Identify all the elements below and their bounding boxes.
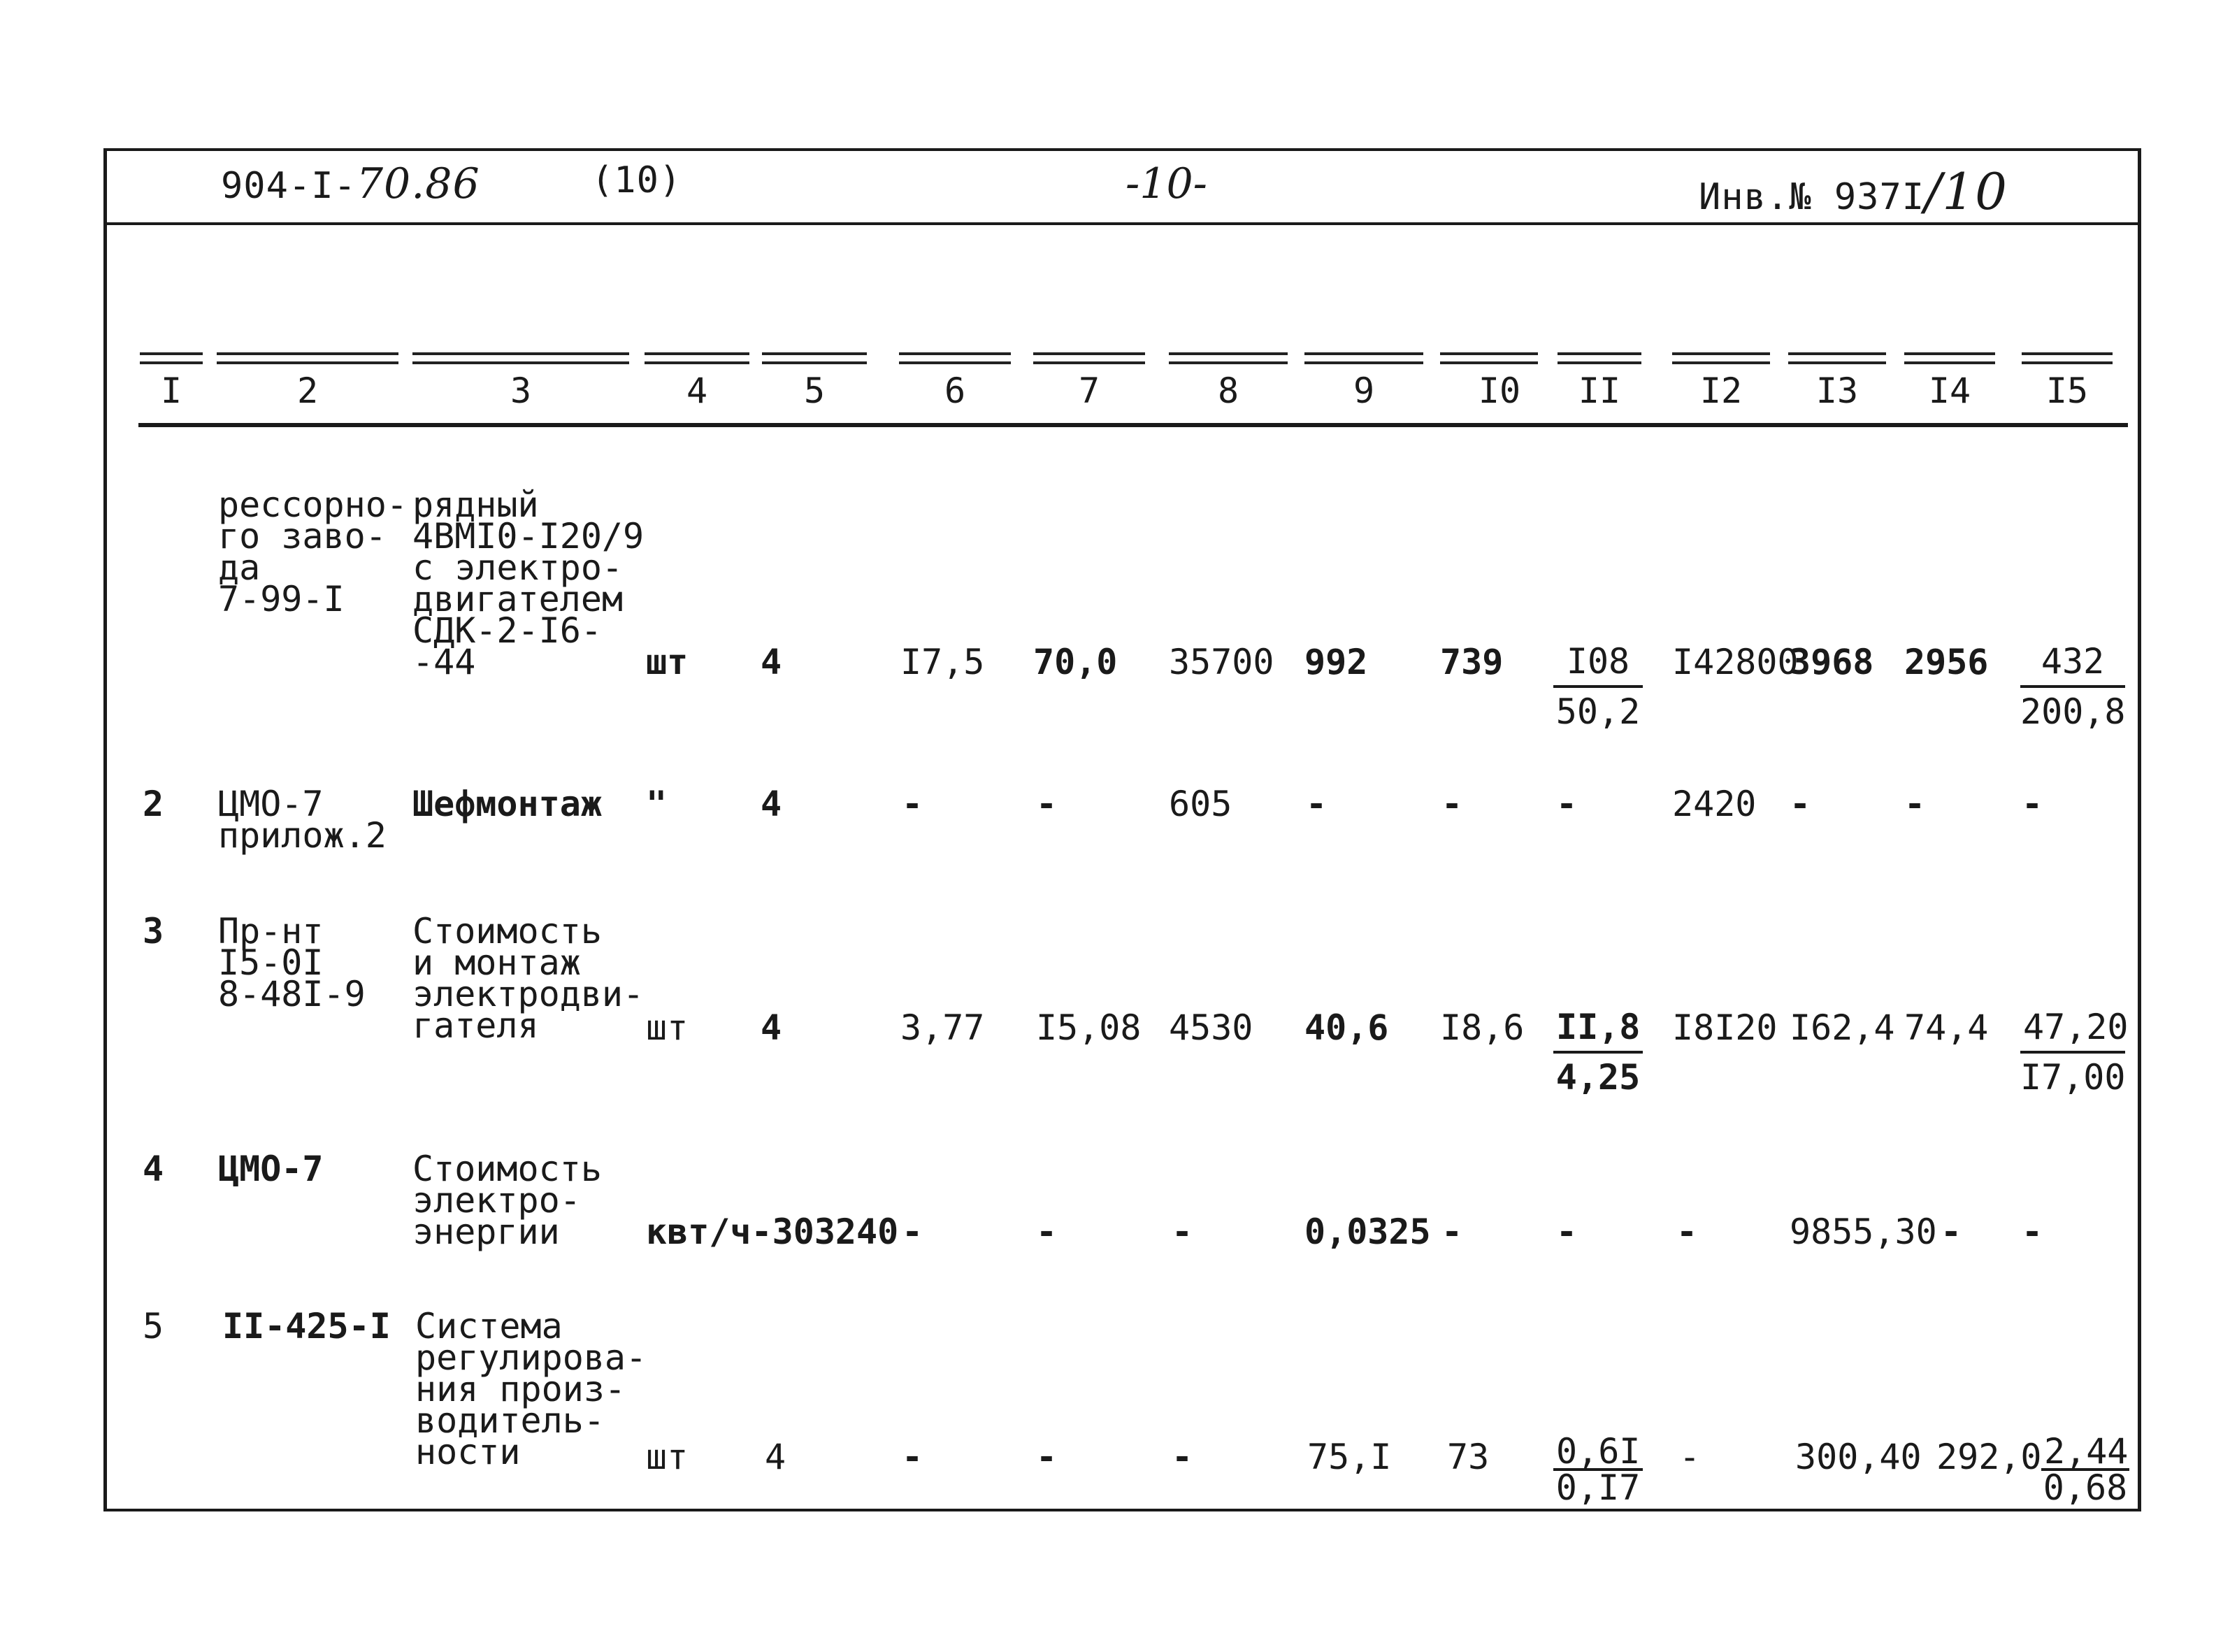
row3-name: Стоимость и монтаж электродви- гателя bbox=[412, 911, 645, 1046]
row1-c13: 3968 bbox=[1790, 642, 1874, 682]
col-8-number: 8 bbox=[1217, 371, 1239, 411]
row4-num: 4 bbox=[143, 1149, 164, 1189]
column-13-rule bbox=[1788, 352, 1886, 364]
column-12-rule bbox=[1672, 352, 1770, 364]
row3-c15-top: 47,20 bbox=[2020, 1003, 2125, 1054]
row5-code: II-425-I bbox=[222, 1306, 391, 1346]
inventory-number bbox=[1699, 162, 2008, 221]
row4-c6: - bbox=[902, 1212, 923, 1252]
column-8-rule bbox=[1169, 352, 1288, 364]
sheet-number: (10) bbox=[591, 159, 682, 201]
row3-num: 3 bbox=[143, 911, 164, 951]
row1-c15-fraction bbox=[2020, 638, 2125, 735]
row1-c11-top: I08 bbox=[1553, 638, 1643, 688]
row1-c9: 992 bbox=[1304, 642, 1368, 682]
frame-left-border bbox=[103, 148, 107, 1511]
row2-c12: 2420 bbox=[1672, 784, 1757, 824]
column-15-rule bbox=[2022, 352, 2113, 364]
column-2-rule bbox=[217, 352, 398, 364]
row5-c11-bottom: 0,I7 bbox=[1555, 1467, 1641, 1508]
row3-unit: шт bbox=[646, 1007, 689, 1048]
column-3-rule bbox=[412, 352, 629, 364]
row5-c14: 292,0 bbox=[1936, 1437, 2042, 1477]
row2-c13: - bbox=[1790, 784, 1811, 824]
col-10-number: I0 bbox=[1478, 371, 1521, 411]
row1-code: рессорно- го заво- да 7-99-I bbox=[218, 484, 408, 619]
col-3-number: 3 bbox=[510, 371, 532, 411]
column-14-rule bbox=[1904, 352, 1995, 364]
frame-bottom-border bbox=[105, 1509, 2141, 1511]
row3-c14: 74,4 bbox=[1904, 1007, 1989, 1048]
column-1-rule bbox=[140, 352, 203, 364]
row2-c11: - bbox=[1556, 784, 1578, 824]
row1-qty: 4 bbox=[761, 642, 782, 682]
row3-qty: 4 bbox=[761, 1007, 782, 1048]
row2-c6: - bbox=[902, 784, 923, 824]
row4-c11: - bbox=[1556, 1212, 1578, 1252]
row2-code: ЦМО-7 прилож.2 bbox=[218, 784, 387, 856]
row5-c13: 300,40 bbox=[1795, 1437, 1922, 1477]
row3-c8: 4530 bbox=[1169, 1007, 1253, 1048]
row4-c14: - bbox=[1941, 1212, 1962, 1252]
row4-c15: - bbox=[2022, 1212, 2043, 1252]
column-5-rule bbox=[762, 352, 867, 364]
row2-num: 2 bbox=[143, 784, 164, 824]
row5-num: 5 bbox=[143, 1306, 164, 1346]
column-10-rule bbox=[1440, 352, 1538, 364]
row5-c12: - bbox=[1679, 1437, 1701, 1477]
row3-c12: I8I20 bbox=[1672, 1007, 1778, 1048]
col-1-number: I bbox=[160, 371, 182, 411]
row3-c13: I62,4 bbox=[1790, 1007, 1895, 1048]
col-11-number: II bbox=[1578, 371, 1621, 411]
row1-c12: I42800 bbox=[1672, 642, 1799, 682]
row5-c11-top: 0,6I bbox=[1553, 1435, 1643, 1471]
row2-name: Шефмонтаж bbox=[412, 784, 602, 824]
row3-c11-bottom: 4,25 bbox=[1555, 1057, 1641, 1098]
row3-c11-top: II,8 bbox=[1553, 1003, 1643, 1054]
row1-c7: 70,0 bbox=[1033, 642, 1118, 682]
col-12-number: I2 bbox=[1699, 371, 1743, 411]
row5-c6: - bbox=[902, 1437, 923, 1477]
col-9-number: 9 bbox=[1353, 371, 1375, 411]
inventory-label: Инв.№ 937I bbox=[1699, 176, 1925, 218]
row2-c10: - bbox=[1441, 784, 1463, 824]
row3-c10: I8,6 bbox=[1440, 1007, 1525, 1048]
document-code bbox=[221, 159, 480, 208]
document-code-printed: 904-I- bbox=[221, 165, 357, 207]
row1-unit: шт bbox=[646, 642, 689, 682]
column-6-rule bbox=[899, 352, 1011, 364]
frame-top-border bbox=[105, 148, 2141, 151]
row3-code: Пр-нт I5-0I 8-48I-9 bbox=[218, 911, 366, 1014]
row1-c15-bottom: 200,8 bbox=[2020, 691, 2126, 732]
column-header-bottom-rule bbox=[138, 423, 2128, 427]
col-13-number: I3 bbox=[1815, 371, 1859, 411]
row5-c10: 73 bbox=[1447, 1437, 1490, 1477]
row2-unit: " bbox=[646, 784, 668, 824]
document-code-handwritten: 70.86 bbox=[356, 159, 480, 208]
col-6-number: 6 bbox=[944, 371, 966, 411]
row1-c11-bottom: 50,2 bbox=[1555, 691, 1641, 732]
row4-c13: 9855,30 bbox=[1790, 1212, 1937, 1252]
row2-c14: - bbox=[1904, 784, 1926, 824]
header-divider bbox=[105, 222, 2141, 225]
row5-c8: - bbox=[1172, 1437, 1193, 1477]
col-14-number: I4 bbox=[1928, 371, 1971, 411]
row4-c7: - bbox=[1036, 1212, 1058, 1252]
col-4-number: 4 bbox=[686, 371, 708, 411]
frame-right-border bbox=[2138, 148, 2141, 1511]
col-2-number: 2 bbox=[296, 371, 319, 411]
row1-c8: 35700 bbox=[1169, 642, 1274, 682]
row1-c15-top: 432 bbox=[2020, 638, 2125, 688]
row5-c9: 75,I bbox=[1307, 1437, 1392, 1477]
inventory-handwritten: /10 bbox=[1925, 162, 2008, 221]
row1-c11-fraction bbox=[1553, 638, 1643, 735]
row5-c11-fraction bbox=[1553, 1431, 1643, 1508]
column-9-rule bbox=[1304, 352, 1423, 364]
row2-c15: - bbox=[2022, 784, 2043, 824]
row4-c12: - bbox=[1676, 1212, 1698, 1252]
row5-c15-top: 2,44 bbox=[2041, 1435, 2129, 1471]
column-4-rule bbox=[645, 352, 749, 364]
row5-unit: шт bbox=[646, 1437, 689, 1477]
row1-c14: 2956 bbox=[1904, 642, 1989, 682]
row1-name: рядный 4ВМI0-I20/9 с электро- двигателем СДК-2-I6- -44 bbox=[412, 484, 645, 682]
row3-c11-fraction bbox=[1553, 1003, 1643, 1101]
row1-c10: 739 bbox=[1440, 642, 1504, 682]
row3-c15-fraction bbox=[2020, 1003, 2129, 1101]
row5-qty: 4 bbox=[765, 1437, 786, 1477]
row5-c15-fraction bbox=[2041, 1431, 2129, 1508]
row2-c8: 605 bbox=[1169, 784, 1232, 824]
row3-c9: 40,6 bbox=[1304, 1007, 1389, 1048]
row3-c7: I5,08 bbox=[1036, 1007, 1142, 1048]
row2-qty: 4 bbox=[761, 784, 782, 824]
column-11-rule bbox=[1558, 352, 1641, 364]
col-7-number: 7 bbox=[1078, 371, 1100, 411]
row3-c6: 3,77 bbox=[900, 1007, 985, 1048]
row5-name: Система регулирова- ния произ- водитель- ности bbox=[415, 1306, 647, 1472]
row4-unit-qty: квт/ч-303240 bbox=[646, 1212, 899, 1252]
row2-c9: - bbox=[1306, 784, 1328, 824]
row2-c7: - bbox=[1036, 784, 1058, 824]
row4-c9: 0,0325 bbox=[1304, 1212, 1431, 1252]
row4-code: ЦМО-7 bbox=[218, 1149, 324, 1189]
row3-c15-bottom: I7,00 bbox=[2020, 1057, 2126, 1098]
row4-name: Стоимость электро- энергии bbox=[412, 1149, 602, 1252]
column-7-rule bbox=[1033, 352, 1145, 364]
row1-c6: I7,5 bbox=[900, 642, 985, 682]
row4-c10: - bbox=[1441, 1212, 1463, 1252]
row5-c15-bottom: 0,68 bbox=[2043, 1467, 2128, 1508]
col-5-number: 5 bbox=[803, 371, 826, 411]
page-mark: -10- bbox=[1125, 159, 1207, 208]
col-15-number: I5 bbox=[2045, 371, 2089, 411]
row4-c8: - bbox=[1172, 1212, 1193, 1252]
row5-c7: - bbox=[1036, 1437, 1058, 1477]
